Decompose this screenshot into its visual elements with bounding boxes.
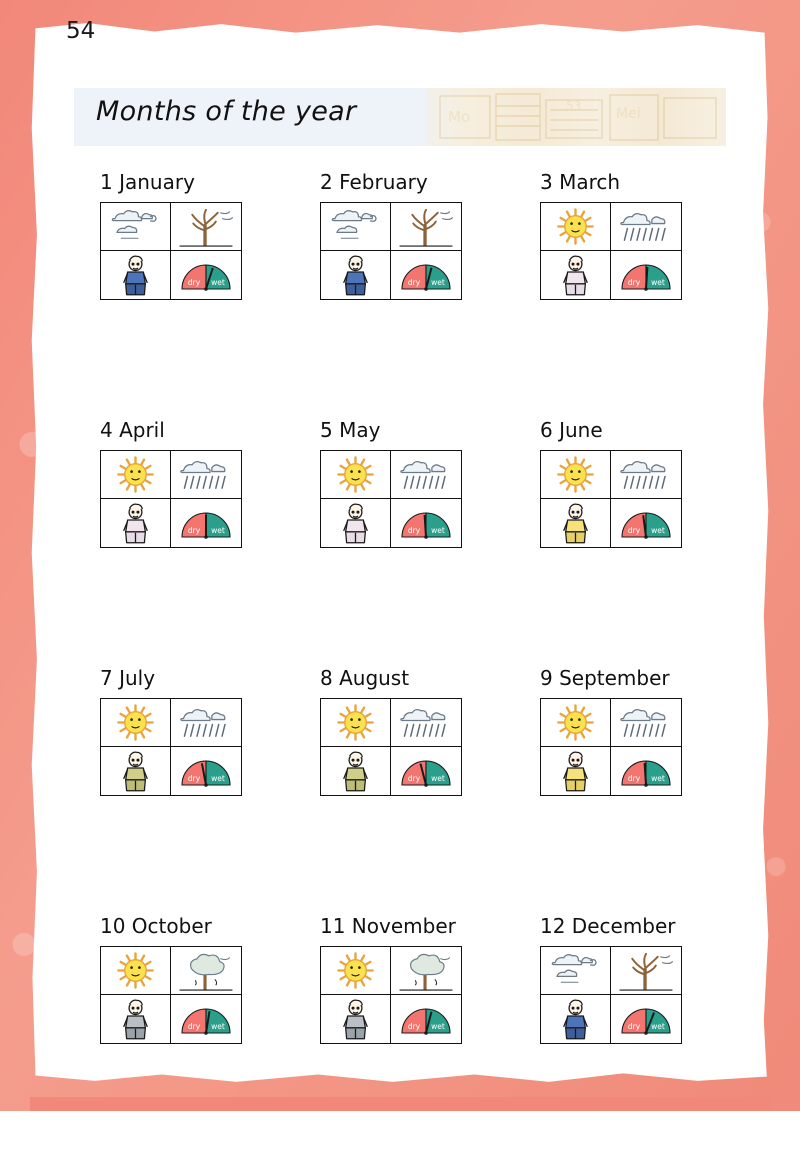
month-card-march — [526, 170, 746, 418]
banner-decoration-icon — [426, 88, 726, 146]
month-pictogram — [320, 946, 462, 1044]
svg-text:dry: dry — [627, 1022, 641, 1031]
child-icon — [321, 499, 391, 547]
rain-cloud-icon — [171, 699, 241, 747]
sun-icon — [101, 451, 171, 499]
child-icon — [541, 251, 611, 299]
svg-text:dry: dry — [627, 526, 641, 535]
month-pictogram — [320, 698, 462, 796]
svg-text:dry: dry — [407, 774, 421, 783]
svg-text:dry: dry — [187, 774, 201, 783]
svg-text:dry: dry — [187, 526, 201, 535]
svg-text:dry: dry — [407, 278, 421, 287]
svg-text:dry: dry — [627, 774, 641, 783]
child-icon — [101, 251, 171, 299]
dry-wet-gauge-icon — [391, 747, 461, 795]
svg-text:Mei: Mei — [616, 106, 641, 122]
child-icon — [541, 747, 611, 795]
child-icon — [541, 995, 611, 1043]
dry-wet-gauge-icon — [171, 251, 241, 299]
dry-wet-gauge-icon — [391, 995, 461, 1043]
svg-text:wet: wet — [651, 526, 665, 535]
month-pictogram — [320, 202, 462, 300]
svg-text:wet: wet — [211, 774, 225, 783]
month-card-august — [306, 666, 526, 914]
svg-text:53: 53 — [566, 99, 582, 113]
dry-wet-gauge-icon — [391, 251, 461, 299]
month-label: 12 December — [540, 914, 676, 938]
dry-wet-gauge-icon — [611, 499, 681, 547]
svg-text:wet: wet — [211, 1022, 225, 1031]
svg-text:wet: wet — [431, 1022, 445, 1031]
rain-cloud-icon — [611, 451, 681, 499]
month-card-october — [86, 914, 306, 1162]
dry-wet-gauge-icon — [171, 995, 241, 1043]
month-card-december — [526, 914, 746, 1162]
svg-text:Mo: Mo — [448, 108, 471, 126]
month-pictogram — [100, 946, 242, 1044]
month-card-january — [86, 170, 306, 418]
rain-cloud-icon — [391, 451, 461, 499]
cloud-icon — [541, 947, 611, 995]
bare-tree-icon — [391, 203, 461, 251]
month-label: 3 March — [540, 170, 621, 194]
month-label: 6 June — [540, 418, 603, 442]
sun-icon — [321, 947, 391, 995]
page-title: Months of the year — [96, 96, 357, 127]
leafy-tree-icon — [391, 947, 461, 995]
svg-text:wet: wet — [431, 278, 445, 287]
sun-icon — [101, 699, 171, 747]
month-card-april — [86, 418, 306, 666]
dry-wet-gauge-icon — [171, 499, 241, 547]
month-card-september — [526, 666, 746, 914]
sun-icon — [321, 451, 391, 499]
month-pictogram — [100, 450, 242, 548]
month-label: 9 September — [540, 666, 670, 690]
svg-text:wet: wet — [211, 278, 225, 287]
svg-text:wet: wet — [651, 774, 665, 783]
cloud-icon — [321, 203, 391, 251]
child-icon — [101, 747, 171, 795]
footer-decoration-icon — [30, 1097, 770, 1111]
svg-text:wet: wet — [431, 526, 445, 535]
month-card-june — [526, 418, 746, 666]
child-icon — [101, 995, 171, 1043]
month-label: 11 November — [320, 914, 456, 938]
child-icon — [321, 251, 391, 299]
cloud-icon — [101, 203, 171, 251]
month-card-may — [306, 418, 526, 666]
sun-icon — [541, 451, 611, 499]
rain-cloud-icon — [391, 699, 461, 747]
dry-wet-gauge-icon — [611, 995, 681, 1043]
svg-text:wet: wet — [651, 1022, 665, 1031]
dry-wet-gauge-icon — [611, 747, 681, 795]
child-icon — [321, 747, 391, 795]
month-label: 1 January — [100, 170, 195, 194]
svg-text:dry: dry — [407, 1022, 421, 1031]
month-pictogram — [540, 946, 682, 1044]
leafy-tree-icon — [171, 947, 241, 995]
svg-text:wet: wet — [211, 526, 225, 535]
child-icon — [101, 499, 171, 547]
month-label: 8 August — [320, 666, 410, 690]
month-card-july — [86, 666, 306, 914]
rain-cloud-icon — [611, 699, 681, 747]
svg-text:wet: wet — [431, 774, 445, 783]
month-pictogram — [540, 202, 682, 300]
month-label: 7 July — [100, 666, 156, 690]
sun-icon — [321, 699, 391, 747]
sun-icon — [541, 203, 611, 251]
page-number: 54 — [66, 18, 96, 44]
rain-cloud-icon — [171, 451, 241, 499]
month-pictogram — [320, 450, 462, 548]
month-label: 2 February — [320, 170, 428, 194]
svg-text:dry: dry — [407, 526, 421, 535]
month-card-november — [306, 914, 526, 1162]
month-pictogram — [540, 698, 682, 796]
sun-icon — [101, 947, 171, 995]
dry-wet-gauge-icon — [391, 499, 461, 547]
bare-tree-icon — [611, 947, 681, 995]
bare-tree-icon — [171, 203, 241, 251]
rain-cloud-icon — [611, 203, 681, 251]
month-pictogram — [100, 698, 242, 796]
months-grid — [86, 170, 746, 1162]
month-pictogram — [540, 450, 682, 548]
svg-text:dry: dry — [187, 278, 201, 287]
child-icon — [321, 995, 391, 1043]
dry-wet-gauge-icon — [171, 747, 241, 795]
svg-text:dry: dry — [627, 278, 641, 287]
sun-icon — [541, 699, 611, 747]
month-label: 5 May — [320, 418, 381, 442]
month-card-february — [306, 170, 526, 418]
svg-text:dry: dry — [187, 1022, 201, 1031]
month-pictogram — [100, 202, 242, 300]
child-icon — [541, 499, 611, 547]
dry-wet-gauge-icon — [611, 251, 681, 299]
month-label: 10 October — [100, 914, 212, 938]
svg-text:wet: wet — [651, 278, 665, 287]
month-label: 4 April — [100, 418, 165, 442]
